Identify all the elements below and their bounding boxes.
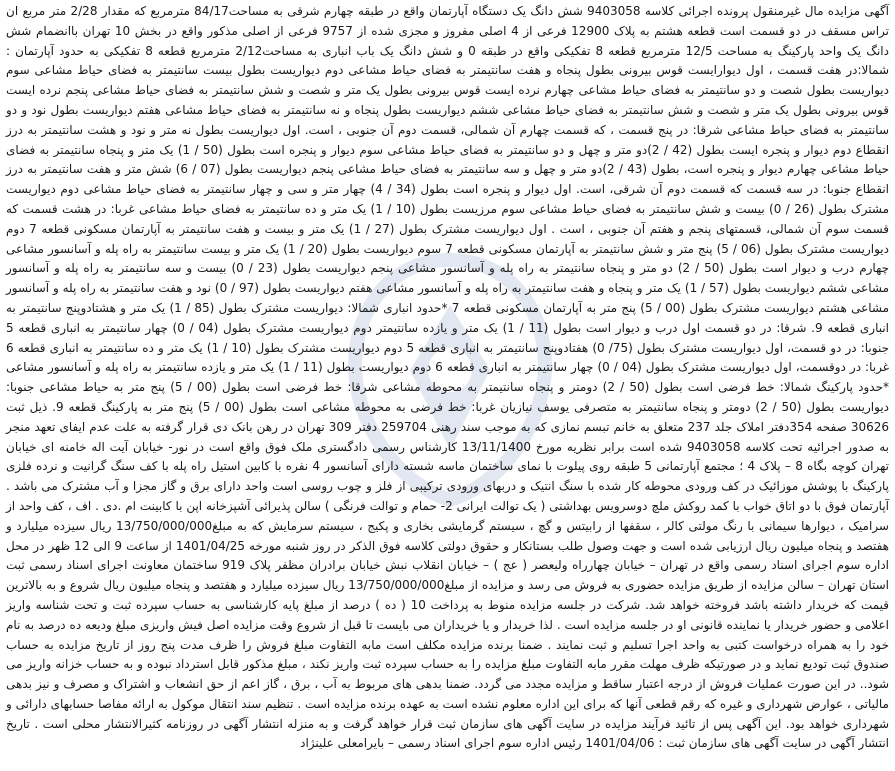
auction-notice-text: آگهی مزایده مال غیرمنقول پرونده اجرائی کلاسه 9403058 شش دانگ یک دستگاه آپارتمان واقع در طبقه چهارم شرقی به مساحت84/17 مترمربع که مقدار 2/28 متر مربع ان تراس مسقف در دو قسمت است قطعه هشتم به پلاک 12900 فرعی از 4 اصلی مفروز و مجزی شده از 9757 فرعی از اصلی مذکور واقع در بخش 10 تهران باانضمام شش دانگ یک واحد پارکینگ به مساحت 12/5 مترمربع قطعه 8 تفکیکی واقع در طبقه 0 و شش دانگ یک باب انباری به مساحت2/12 مترمربع قطعه 8 تفکیکی به حدود آپارتمان : شمالا:در هفت قسمت ، اول دیوارایست قوس بیرونی بطول پنجاه و هفت سانتیمتر به فضای حیاط مشاعی دوم دیواریست بطول بیست سانتیمتر به فضای حیاط مشاعی سوم دیواریست بطول شصت و دو سانتیمتر به فضای حیاط مشاعی چهارم نرده ایست قوس بیرونی بطول یک متر و شصت و شش سانتیمتر به فضای حیاط مشاعی پنجم نرده ایست قوس بیرونی بطول یک متر و شصت و شش سانتیمتر به فضای حیاط مشاعی ششم دیواریست بطول پنجاه و نه سانتیمتر به فضای حیاط مشاعی هفتم دیواریست بطول نود و دو سانتیمتر به فضای حیاط مشاعی شرقا: در پنج قسمت ، که قسمت چهارم آن شمالی، قسمت دوم آن جنوبی ، است. اول دیواریست بطول نه متر و نود و هشت سانتیمتر به درز انقطاع دوم دیوار و پنجره ایست بطول (42 / 2)دو متر و چهل و دو سانتیمتر به فضای حیاط مشاعی سوم دیوار و پنجره است بطول (50 / 1) یک متر و پنجاه سانتیمتر به فضای حیاط مشاعی چهارم دیوار و پنجره است، بطول (43 / 2)دو متر و چهل و سه سانتیمتر به فضای حیاط مشاعی پنجم دیواریست بطول (07 / 6) شش متر و هفت سانتیمتر به درز انقطاع جنوبا: در سه قسمت که قسمت دوم آن شرقی، است. اول دیوار و پنجره است بطول (34 / 4) چهار متر و سی و چهار سانتیمتر به فضای حیاط مشاعی دوم دیواریست مشترک بطول (26 / 0) بیست و شش سانتیمتر به فضای حیاط مشاعی سوم مرزیست بطول (10 / 1) یک متر و ده سانتیمتر به فضای حیاط مشاعی غربا: در هشت قسمت که قسمت سوم آن شمالی، قسمتهای پنجم و هفتم آن جنوبی ، است . اول دیواریست مشترک بطول (27 / 1) یک متر و بیست و هفت سانتیمتر به آپارتمان مسکونی قطعه 7 دوم دیواریست مشترک بطول (06 / 5) پنج متر و شش سانتیمتر به آپارتمان مسکونی قطعه 7 سوم دیواریست بطول (20 / 1) یک متر و بیست سانتیمتر به راه پله و آسانسور مشاعی چهارم درب و دیوار است بطول (50 / 2) دو متر و پنجاه سانتیمتر به راه پله و آسانسور مشاعی پنجم دیواریست بطول (23 / 0) بیست و سه سانتیمتر به راه پله و آسانسور مشاعی ششم دیواریست بطول (57 / 1) یک متر و پنجاه و هفت سانتیمتر به راه پله و آسانسور مشاعی هفتم دیواریست بطول (97 / 0) نود و هفت سانتیمتر به راه پله و آسانسور مشاعی هشتم دیواریست مشترک بطول (00 / 5) پنج متر به آپارتمان مسکونی قطعه 7 *حدود انباری شمالا: دیواریست مشترک بطول (85 / 1) یک متر و هشتادوپنج سانتیمتر به انباری قطعه 9. شرقا: در دو قسمت اول درب و دیوار است بطول (11 / 1) یک متر و یازده سانتیمتر دوم دیواریست مشترک بطول (04 / 0) چهار سانتیمتر به انباری قطعه 5 جنوبا: در دو قسمت، اول دیواریست مشترک بطول (75/ 0) هفتادوپنج سانتیمتر به انباری قطعه 5 دوم دیواریست مشترک بطول (10 / 1) یک متر و ده سانتیمتر به انباری قطعه 6 غربا: در دوقسمت، اول دیواریست مشترک بطول (04 / 0) چهار سانتیمتر به انباری قطعه 6 دوم دیواریست بطول (11 / 1) یک متر و یازده سانتیمتر به راه پله و آسانسور مشاعی *حدود پارکینگ شمالا: خط فرضی است بطول (50 / 2) دومتر و پنجاه سانتیمتر به محوطه مشاعی شرقا: خط فرضی است بطول (00 / 5) پنج متر به حیاط مشاعی جنوبا: دیواریست بطول (50 / 2) دومتر و پنجاه سانتیمتر به متصرفی یوسف نیازیان غربا: خط فرضی به محوطه مشاعی است بطول (00 / 5) پنج متر به پارکینگ قطعه 9. ذیل ثبت 30626 صفحه 354دفتر املاک جلد 237 متعلق به خانم تبسم نمازی که به موجب سند رهنی 259704 دفتر 309 تهران در رهن بانک دی قرار گرفته به علت عدم ایفای تعهد منجر به صدور اجرائیه تحت کلاسه 9403058 شده است برابر نظریه مورخ 13/11/1400 کارشناس رسمی دادگستری ملک فوق واقع است در نور- خیابان آیت اله خامنه ای خیابان تهران کوچه بگاه 8 – پلاک 4 ؛ مجتمع آپارتمانی 5 طبقه روی پیلوت با نمای ساختمان ماسه شسته دارای آسانسور 4 نفره با کابین استیل راه پله با کف سنگ گرانیت و نرده فلزی پارکینگ با پوشش موزائیک در کف ورودی محوطه کار شده با سنگ انتیک و دربهای ورودی ترکیبی از فلز و چوب روسی است واحد دارای برق و گاز مجزا و آب مشترک می باشد . آپارتمان فوق با دو اتاق خواب با کمد روکش ملچ دوسرویس بهداشتی ( یک توالت ایرانی 2- حمام و توالت فرنگی ) سالن پذیرائی آشپزخانه اپن با کابینت ام .دی . اف ، کف واحد از سرامیک ، دیوارها سیمانی با رنگ مولتی کالر ، سقفها از رابیتس و گچ ، سیستم گرمایشی بخاری و پکیج ، سیستم سرمایش که به مبلغ13/750/000/000 ریال سیزده میلیارد و هفتصد و پنجاه میلیون ریال ارزیابی شده است و جهت وصول طلب بستانکار و حقوق دولتی کلاسه فوق الذکر در روز شنبه مورخه 1401/04/25 از ساعت 9 الی 12 ظهر در محل اداره سوم اجرای اسناد رسمی واقع در تهران – خیابان چهارراه ولیعصر ( عج ) – خیابان انقلاب نبش خیابان برادران مظفر پلاک 919 ساختمان معاونت اجرای اسناد رسمی ثبت استان تهران – سالن مزایده از طریق مزایده حضوری به فروش می رسد و مزایده از مبلغ13/750/000/000 ریال سیزده میلیارد و هفتصد و پنجاه میلیون ریال شروع و به بالاترین قیمت که خریدار داشته باشد فروخته خواهد شد. شرکت در جلسه مزایده منوط به پرداخت 10 ( ده ) درصد از مبلغ پایه کارشناسی به حساب سپرده ثبت و تحت شناسه واریز اعلامی و حضور خریدار یا نماینده قانونی او در جلسه مزایده است . لذا خریدار و یا خریداران می بایست تا قبل از شروع وقت مزایده اصل فیش واریزی مبلغ ودیعه ده درصد به نام خود را به همراه درخواست کتبی به واحد اجرا تسلیم و ثبت نمایند . ضمنا برنده مزایده مکلف است مابه التفاوت مبلغ فروش را ظرف مدت پنج روز از تاریخ مزایده به حساب صندوق ثبت تودیع نماید و در صورتیکه ظرف مهلت مقرر مابه التفاوت مبلغ مزایده را به حساب سپرده ثبت واریز نکند ، مبلغ مذکور قابل استرداد نبوده و به حساب خزانه واریز می شود.. در این صورت عملیات فروش از درجه اعتبار ساقط و مزایده مجدد می گردد. ضمنا بدهی های مربوط به آب ، برق ، گاز اعم از حق انشعاب و اشتراک و مصرف و نیز بدهی مالیاتی ، عوارض شهرداری و غیره که رقم قطعی آنها که برای این اداره معلوم نشده است به عهده برنده مزایده است . تنظیم سند انتقال موکول به ارائه مفاصا حسابهای دارائی و شهرداری خواهد بود. این آگهی پس از تائید فرآیند مزایده در سایت آگهی های سازمان ثبت قرار خواهد گرفت و به منزله انتشار آگهی در روزنامه کثیرالانتشار محلی است . تاریخ انتشار آگهی در سایت آگهی های سازمان ثبت : 1401/04/06 رئیس اداره سوم اجرای اسناد رسمی – بایرامعلی علینژاد xyxy=(6,4,890,751)
